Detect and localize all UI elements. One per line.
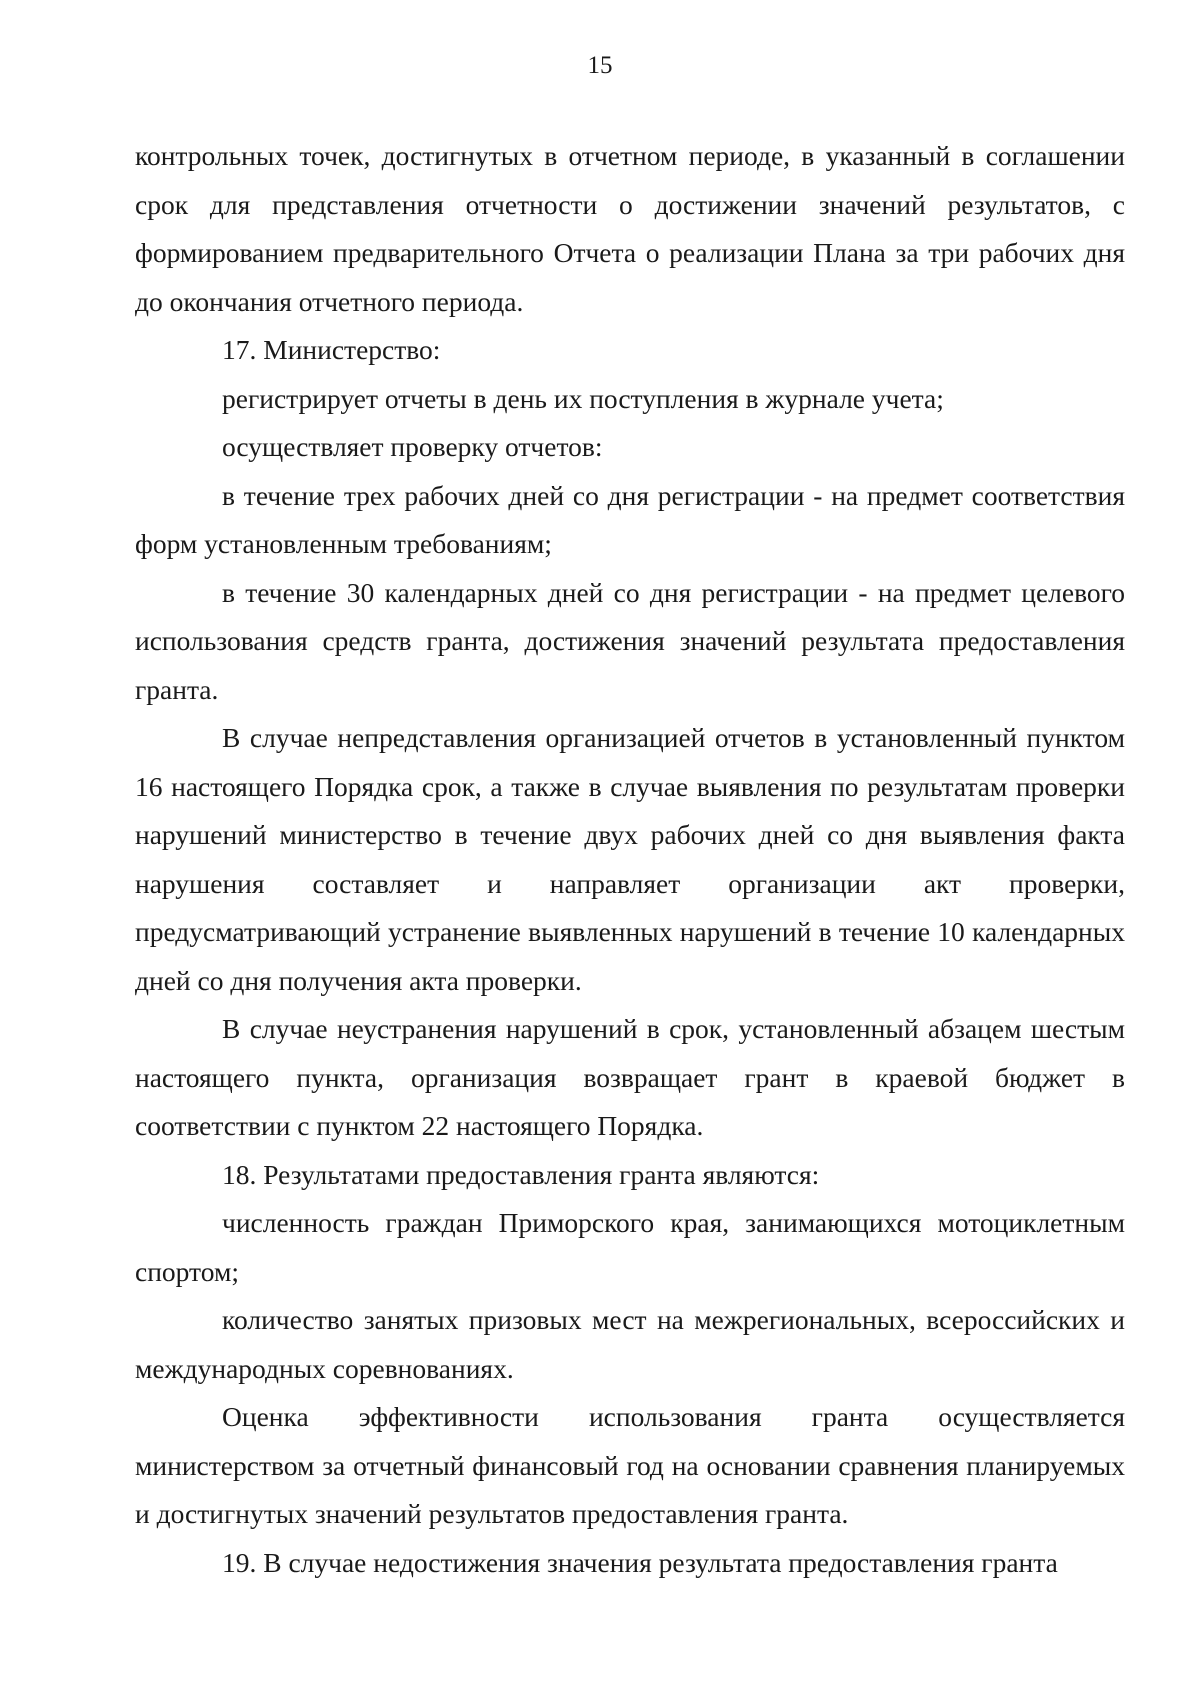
paragraph: Оценка эффективности использования гранта осуществляется министерством за отчетный финансовый год на основании сравнения планируемых и достигнутых значений результатов предоставления гранта. <box>135 1401 1125 1529</box>
paragraph: контрольных точек, достигнутых в отчетном периоде, в указанный в соглашении срок для представления отчетности о достижении значений результатов, с формированием предварительного Отчета о реализации Плана за три рабочих дня до окончания отчетного периода. <box>135 140 1125 317</box>
paragraph: 17. Министерство: <box>222 334 441 365</box>
paragraph: В случае неустранения нарушений в срок, установленный абзацем шестым настоящего пункта, организация возвращает грант в краевой бюджет в соответствии с пунктом 22 настоящего Порядка. <box>135 1013 1125 1141</box>
paragraph: в течение 30 календарных дней со дня регистрации - на предмет целевого использования средств гранта, достижения значений результата предоставления гранта. <box>135 576 1125 705</box>
paragraph: В случае непредставления организацией отчетов в установленный пунктом 16 настоящего Порядка срок, а также в случае выявления по результатам проверки нарушений министерство в течение двух рабочих дней со дня выявления факта нарушения составляет и направляет организации акт проверки, предусматривающий устранение выявленных нарушений в течение 10 календарных дней со дня получения акта проверки. <box>135 722 1125 996</box>
paragraph: осуществляет проверку отчетов: <box>222 431 603 462</box>
page-number: 15 <box>587 52 613 79</box>
paragraph: количество занятых призовых мест на межрегиональных, всероссийских и международных соревнованиях. <box>135 1304 1125 1384</box>
paragraph: 19. В случае недостижения значения результата предоставления гранта <box>222 1546 1058 1578</box>
paragraph: 18. Результатами предоставления гранта являются: <box>222 1158 820 1190</box>
document-body <box>135 132 1125 1587</box>
paragraph: в течение трех рабочих дней со дня регистрации - на предмет соответствия форм установленным требованиям; <box>135 479 1125 559</box>
paragraph: регистрирует отчеты в день их поступления в журнале учета; <box>222 382 944 414</box>
paragraph: численность граждан Приморского края, занимающихся мотоциклетным спортом; <box>135 1207 1125 1287</box>
